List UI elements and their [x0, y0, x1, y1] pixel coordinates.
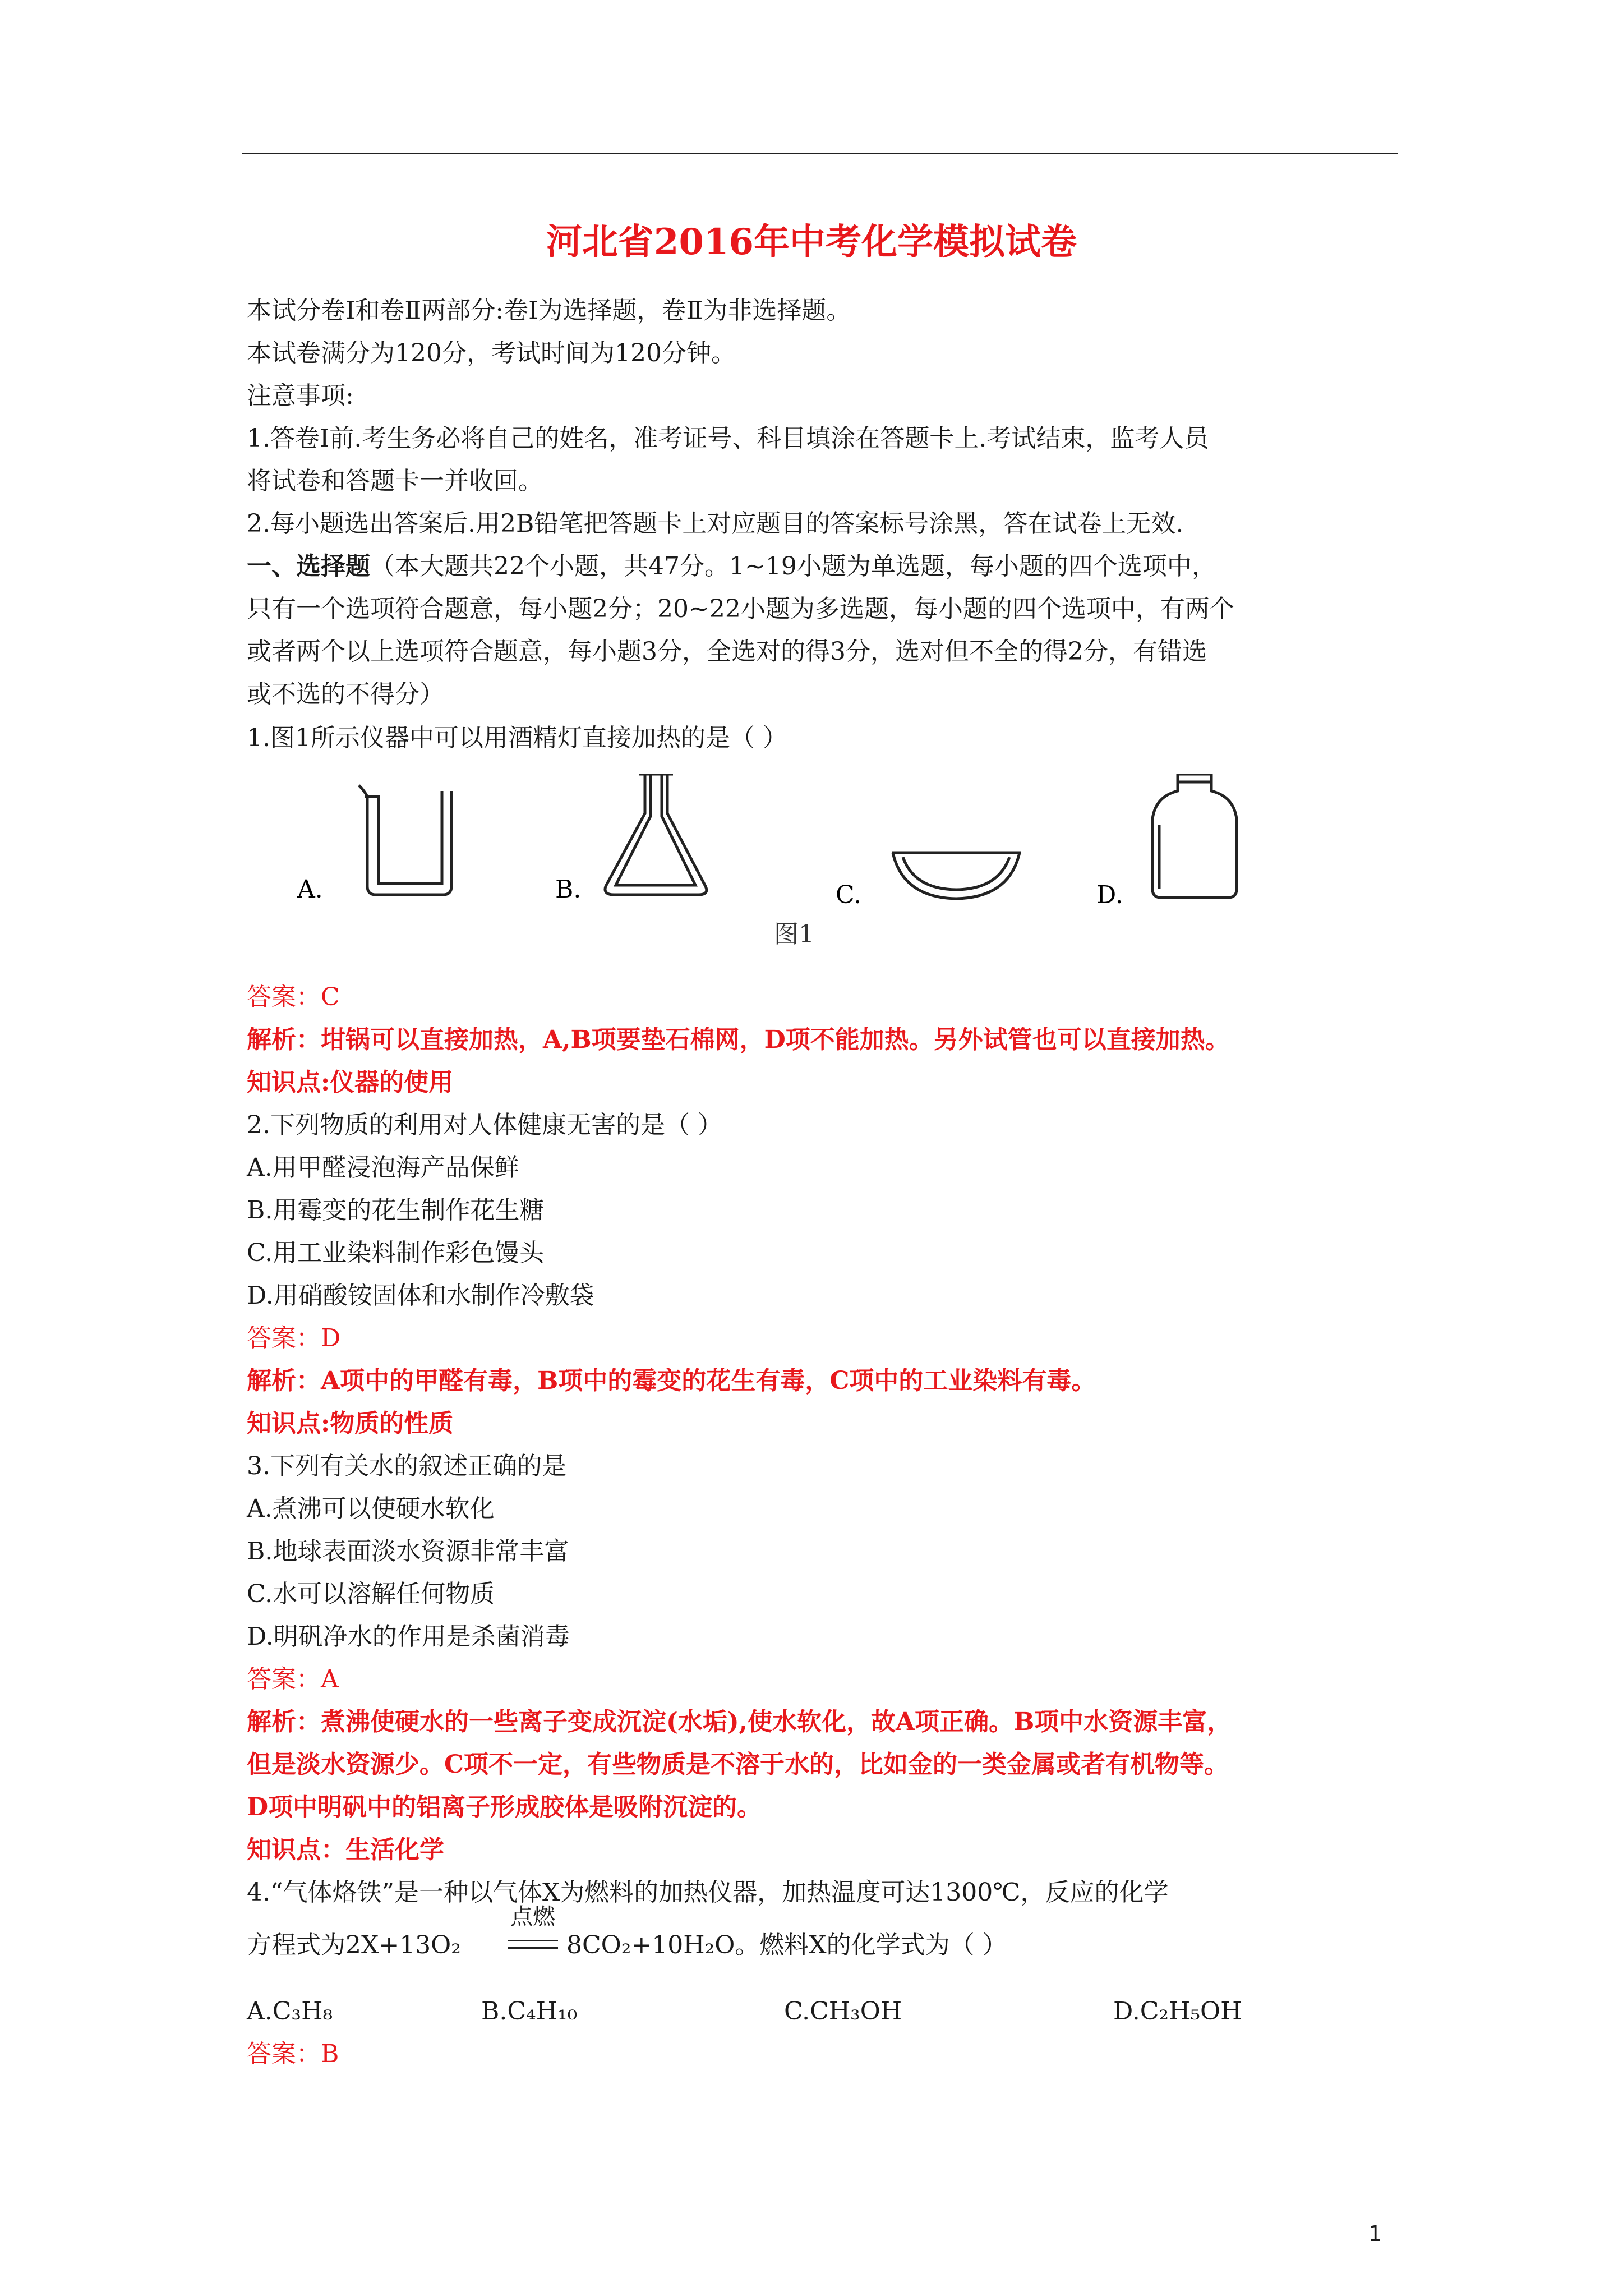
answer: 答案：D: [247, 1324, 341, 1352]
option: A.煮沸可以使硬水软化: [247, 1494, 495, 1523]
analysis: 但是淡水资源少。C项不一定，有些物质是不溶于水的，比如金的一类金属或者有机物等。: [247, 1750, 1229, 1779]
option-label: D.: [1096, 881, 1123, 909]
equation-right: 8CO₂+10H₂O。燃料X的化学式为（ ）: [566, 1931, 1007, 1959]
option: C.用工业染料制作彩色馒头: [247, 1239, 545, 1267]
option: D.明矾净水的作用是杀菌消毒: [247, 1622, 570, 1651]
option-label: A.: [297, 875, 323, 904]
intro-line: 1.答卷Ⅰ前.考生务必将自己的姓名，准考证号、科目填涂在答题卡上.考试结束，监考人员: [247, 424, 1209, 453]
knowledge-point: 知识点:物质的性质: [247, 1409, 454, 1438]
page-number: 1: [1368, 2221, 1382, 2246]
option: C.水可以溶解任何物质: [247, 1580, 495, 1608]
analysis: D项中明矾中的铝离子形成胶体是吸附沉淀的。: [247, 1793, 762, 1821]
option-label: B.: [555, 875, 582, 904]
answer: 答案：B: [247, 2040, 339, 2068]
beaker-icon: [359, 785, 451, 895]
equation-left: 方程式为2X+13O₂: [247, 1931, 461, 1959]
question-stem: 2.下列物质的利用对人体健康无害的是（ ）: [247, 1111, 722, 1139]
analysis: 解析：A项中的甲醛有毒，B项中的霉变的花生有毒，C项中的工业染料有毒。: [247, 1366, 1096, 1395]
section-desc-line: 只有一个选项符合题意，每小题2分；20~22小题为多选题，每小题的四个选项中，有两个: [247, 595, 1234, 623]
section-desc-line: 或者两个以上选项符合题意，每小题3分，全选对的得3分，选对但不全的得2分，有错选: [247, 637, 1207, 666]
intro-line: 注意事项:: [247, 381, 354, 410]
answer: 答案：C: [247, 983, 340, 1011]
question-stem: 1.图1所示仪器中可以用酒精灯直接加热的是（ ）: [247, 724, 787, 752]
intro-line: 本试分卷Ⅰ和卷Ⅱ两部分:卷Ⅰ为选择题，卷Ⅱ为非选择题。: [247, 296, 851, 325]
section-desc-line: 或不选的不得分）: [247, 680, 444, 708]
option: D.用硝酸铵固体和水制作冷敷袋: [247, 1281, 594, 1310]
analysis: 解析：坩锅可以直接加热，A,B项要垫石棉网，D项不能加热。另外试管也可以直接加热。: [247, 1025, 1230, 1054]
figure-caption: 图1: [774, 920, 814, 949]
section-heading-line: [247, 545, 1396, 588]
intro-block: [247, 289, 1396, 716]
intro-line: 本试卷满分为120分，考试时间为120分钟。: [247, 339, 736, 367]
section-desc: （本大题共22个小题，共47分。1~19小题为单选题，每小题的四个选项中，: [370, 552, 1216, 581]
conical-flask-icon: [605, 774, 707, 895]
knowledge-point: 知识点:仪器的使用: [247, 1068, 454, 1097]
document-title: 河北省2016年中考化学模拟试卷: [546, 221, 1077, 263]
header-rule: [242, 153, 1398, 154]
option: B.用霉变的花生制作花生糖: [247, 1196, 545, 1225]
evaporating-dish-icon: [892, 853, 1021, 899]
question-stem: 3.下列有关水的叙述正确的是: [247, 1452, 566, 1480]
question-stem: 4.“气体烙铁”是一种以气体X为燃料的加热仪器，加热温度可达1300℃，反应的化学: [247, 1878, 1169, 1907]
option: B.C₄H₁₀: [481, 1997, 578, 2026]
section-heading: 一、选择题: [247, 552, 370, 581]
option-label: C.: [836, 881, 862, 909]
equation-equals: [508, 1940, 558, 1949]
reagent-bottle-icon: [1152, 774, 1237, 898]
equation-condition: 点燃: [510, 1904, 555, 1930]
question-1: [247, 717, 1396, 760]
answer: 答案：A: [247, 1665, 339, 1694]
option: C.CH₃OH: [784, 1997, 902, 2026]
option: A.C₃H₈: [247, 1997, 333, 2026]
analysis: 解析：煮沸使硬水的一些离子变成沉淀(水垢),使水软化，故A项正确。B项中水资源丰富，: [247, 1708, 1232, 1736]
figure-1-drawing: [280, 774, 1290, 954]
figure-1: [280, 774, 1290, 954]
intro-line: 将试卷和答题卡一并收回。: [247, 467, 543, 495]
intro-line: 2.每小题选出答案后.用2B铅笔把答题卡上对应题目的答案标号涂黑，答在试卷上无效.: [247, 509, 1184, 538]
question-1-answer-block: [247, 976, 1396, 1914]
knowledge-point: 知识点：生活化学: [247, 1835, 444, 1864]
option: D.C₂H₅OH: [1113, 1997, 1242, 2026]
option: A.用甲醛浸泡海产品保鲜: [247, 1153, 519, 1182]
option: B.地球表面淡水资源非常丰富: [247, 1537, 569, 1566]
